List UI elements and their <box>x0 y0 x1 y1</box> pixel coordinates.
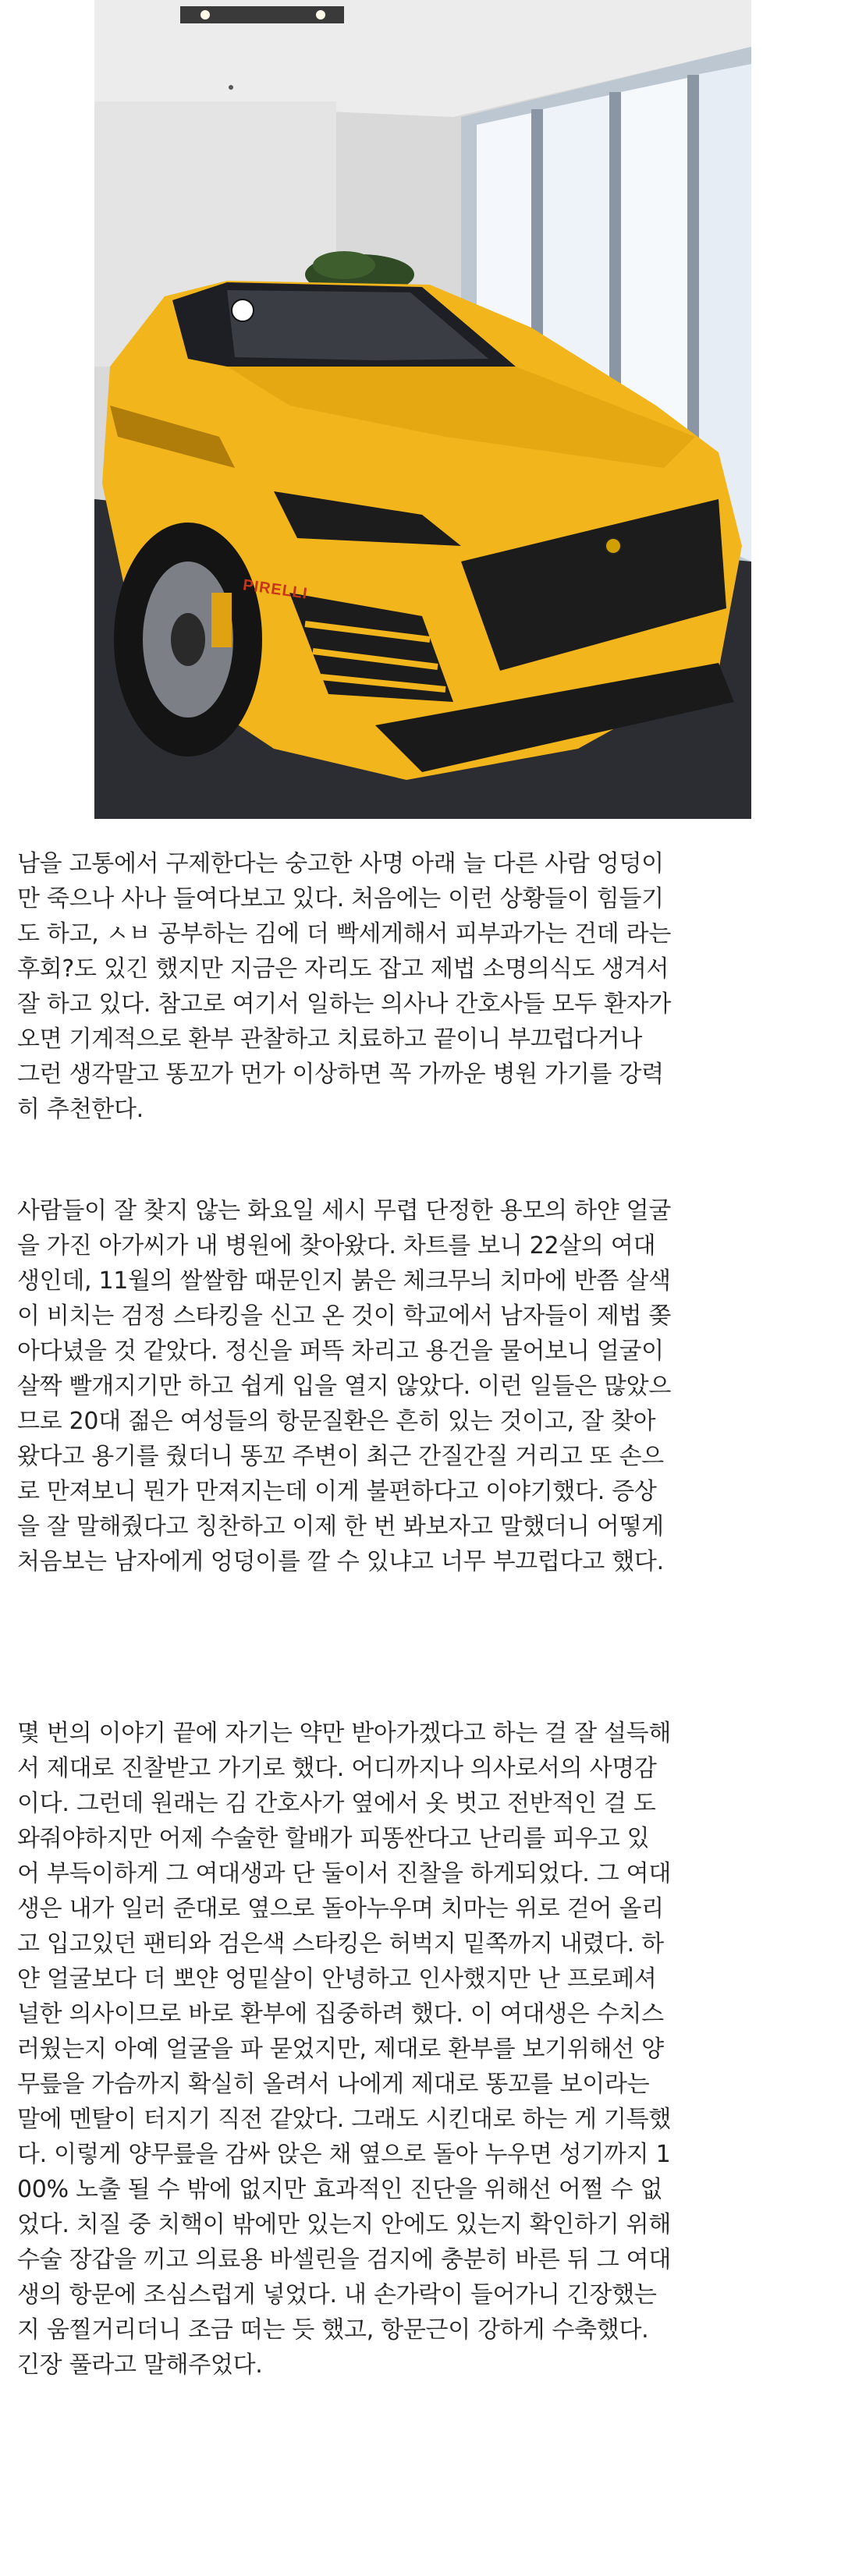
text-line: 널한 의사이므로 바로 환부에 집중하려 했다. 이 여대생은 수치스 <box>17 2000 664 2028</box>
car-badge-label: PIRELLI <box>241 576 309 603</box>
text-line: 생인데, 11월의 쌀쌀함 때문인지 붉은 체크무늬 치마에 반쯤 살색 <box>17 1267 671 1295</box>
text-line: 로 만져보니 뭔가 만져지는데 이게 불편하다고 이야기했다. 증상 <box>17 1478 657 1505</box>
paragraph-2 <box>17 1193 829 1579</box>
text-line: 와줘야하지만 어제 수술한 할배가 피똥싼다고 난리를 피우고 있 <box>17 1825 650 1852</box>
text-line: 러웠는지 아예 얼굴을 파 묻었지만, 제대로 환부를 보기위해선 양 <box>17 2036 664 2063</box>
car-photo <box>94 0 751 819</box>
text-line: 후회?도 있긴 했지만 지금은 자리도 잡고 제법 소명의식도 생겨서 <box>17 955 669 983</box>
text-line: 아다녔을 것 같았다. 정신을 퍼뜩 차리고 용건을 물어보니 얼굴이 <box>17 1338 664 1365</box>
text-line: 사람들이 잘 찾지 않는 화요일 세시 무렵 단정한 용모의 하얀 얼굴 <box>17 1197 672 1224</box>
text-line: 이 비치는 검정 스타킹을 신고 온 것이 학교에서 남자들이 제법 쫒 <box>17 1302 672 1330</box>
text-line: 을 가진 아가씨가 내 병원에 찾아왔다. 차트를 보니 22살의 여대 <box>17 1232 656 1260</box>
text-line: 처음보는 남자에게 엉덩이를 깔 수 있냐고 너무 부끄럽다고 했다. <box>17 1548 664 1575</box>
text-line: 오면 기계적으로 환부 관찰하고 치료하고 끝이니 부끄럽다거나 <box>17 1026 643 1053</box>
text-line: 었다. 치질 중 치핵이 밖에만 있는지 안에도 있는지 확인하기 위해 <box>17 2211 672 2238</box>
text-line: 도 하고, ㅅㅂ 공부하는 김에 더 빡세게해서 피부과가는 건데 라는 <box>17 920 672 948</box>
text-line: 몇 번의 이야기 끝에 자기는 약만 받아가겠다고 하는 걸 잘 설득해 <box>17 1720 672 1747</box>
text-line: 서 제대로 진찰받고 가기로 했다. 어디까지나 의사로서의 사명감 <box>17 1755 657 1782</box>
text-line: 그런 생각말고 똥꼬가 먼가 이상하면 꼭 가까운 병원 가기를 강력 <box>17 1061 664 1088</box>
text-line: 고 입고있던 팬티와 검은색 스타킹은 허벅지 밑쪽까지 내렸다. 하 <box>17 1930 664 1958</box>
text-line: 히 추천한다. <box>17 1096 144 1123</box>
text-line: 을 잘 말해줬다고 칭찬하고 이제 한 번 봐보자고 말했더니 어떻게 <box>17 1513 664 1540</box>
text-line: 잘 하고 있다. 참고로 여기서 일하는 의사나 간호사들 모두 환자가 <box>17 990 672 1018</box>
text-line: 말에 멘탈이 터지기 직전 같았다. 그래도 시킨대로 하는 게 기특했 <box>17 2106 672 2133</box>
text-line: 생의 항문에 조심스럽게 넣었다. 내 손가락이 들어가니 긴장했는 <box>17 2281 657 2308</box>
text-line: 남을 고통에서 구제한다는 숭고한 사명 아래 늘 다른 사람 엉덩이 <box>17 850 664 877</box>
text-line: 긴장 풀라고 말해주었다. <box>17 2351 263 2379</box>
paragraph-3 <box>17 1716 829 2383</box>
text-line: 지 움찔거리더니 조금 떠는 듯 했고, 항문근이 강하게 수축했다. <box>17 2316 649 2344</box>
paragraph-1 <box>17 846 829 1127</box>
text-line: 수술 장갑을 끼고 의료용 바셀린을 검지에 충분히 바른 뒤 그 여대 <box>17 2246 672 2273</box>
text-line: 왔다고 용기를 줬더니 똥꼬 주변이 최근 간질간질 거리고 또 손으 <box>17 1443 664 1470</box>
text-line: 살짝 빨개지기만 하고 쉽게 입을 열지 않았다. 이런 일들은 많았으 <box>17 1373 672 1400</box>
text-line: 어 부득이하게 그 여대생과 단 둘이서 진찰을 하게되었다. 그 여대 <box>17 1860 672 1887</box>
text-line: 00% 노출 될 수 밖에 없지만 효과적인 진단을 위해선 어쩔 수 없 <box>17 2176 663 2203</box>
text-line: 다. 이렇게 양무릎을 감싸 앉은 채 옆으로 돌아 누우면 성기까지 1 <box>17 2141 671 2168</box>
text-line: 만 죽으나 사나 들여다보고 있다. 처음에는 이런 상황들이 힘들기 <box>17 885 664 912</box>
text-line: 얀 얼굴보다 더 뽀얀 엉밑살이 안녕하고 인사했지만 난 프로페셔 <box>17 1965 657 1993</box>
text-line: 이다. 그런데 원래는 김 간호사가 옆에서 옷 벗고 전반적인 걸 도 <box>17 1790 656 1817</box>
text-line: 생은 내가 일러 준대로 옆으로 돌아누우며 치마는 위로 걷어 올리 <box>17 1895 664 1922</box>
text-line: 므로 20대 젊은 여성들의 항문질환은 흔히 있는 것이고, 잘 찾아 <box>17 1408 656 1435</box>
text-line: 무릎을 가슴까지 확실히 올려서 나에게 제대로 똥꼬를 보이라는 <box>17 2071 650 2098</box>
